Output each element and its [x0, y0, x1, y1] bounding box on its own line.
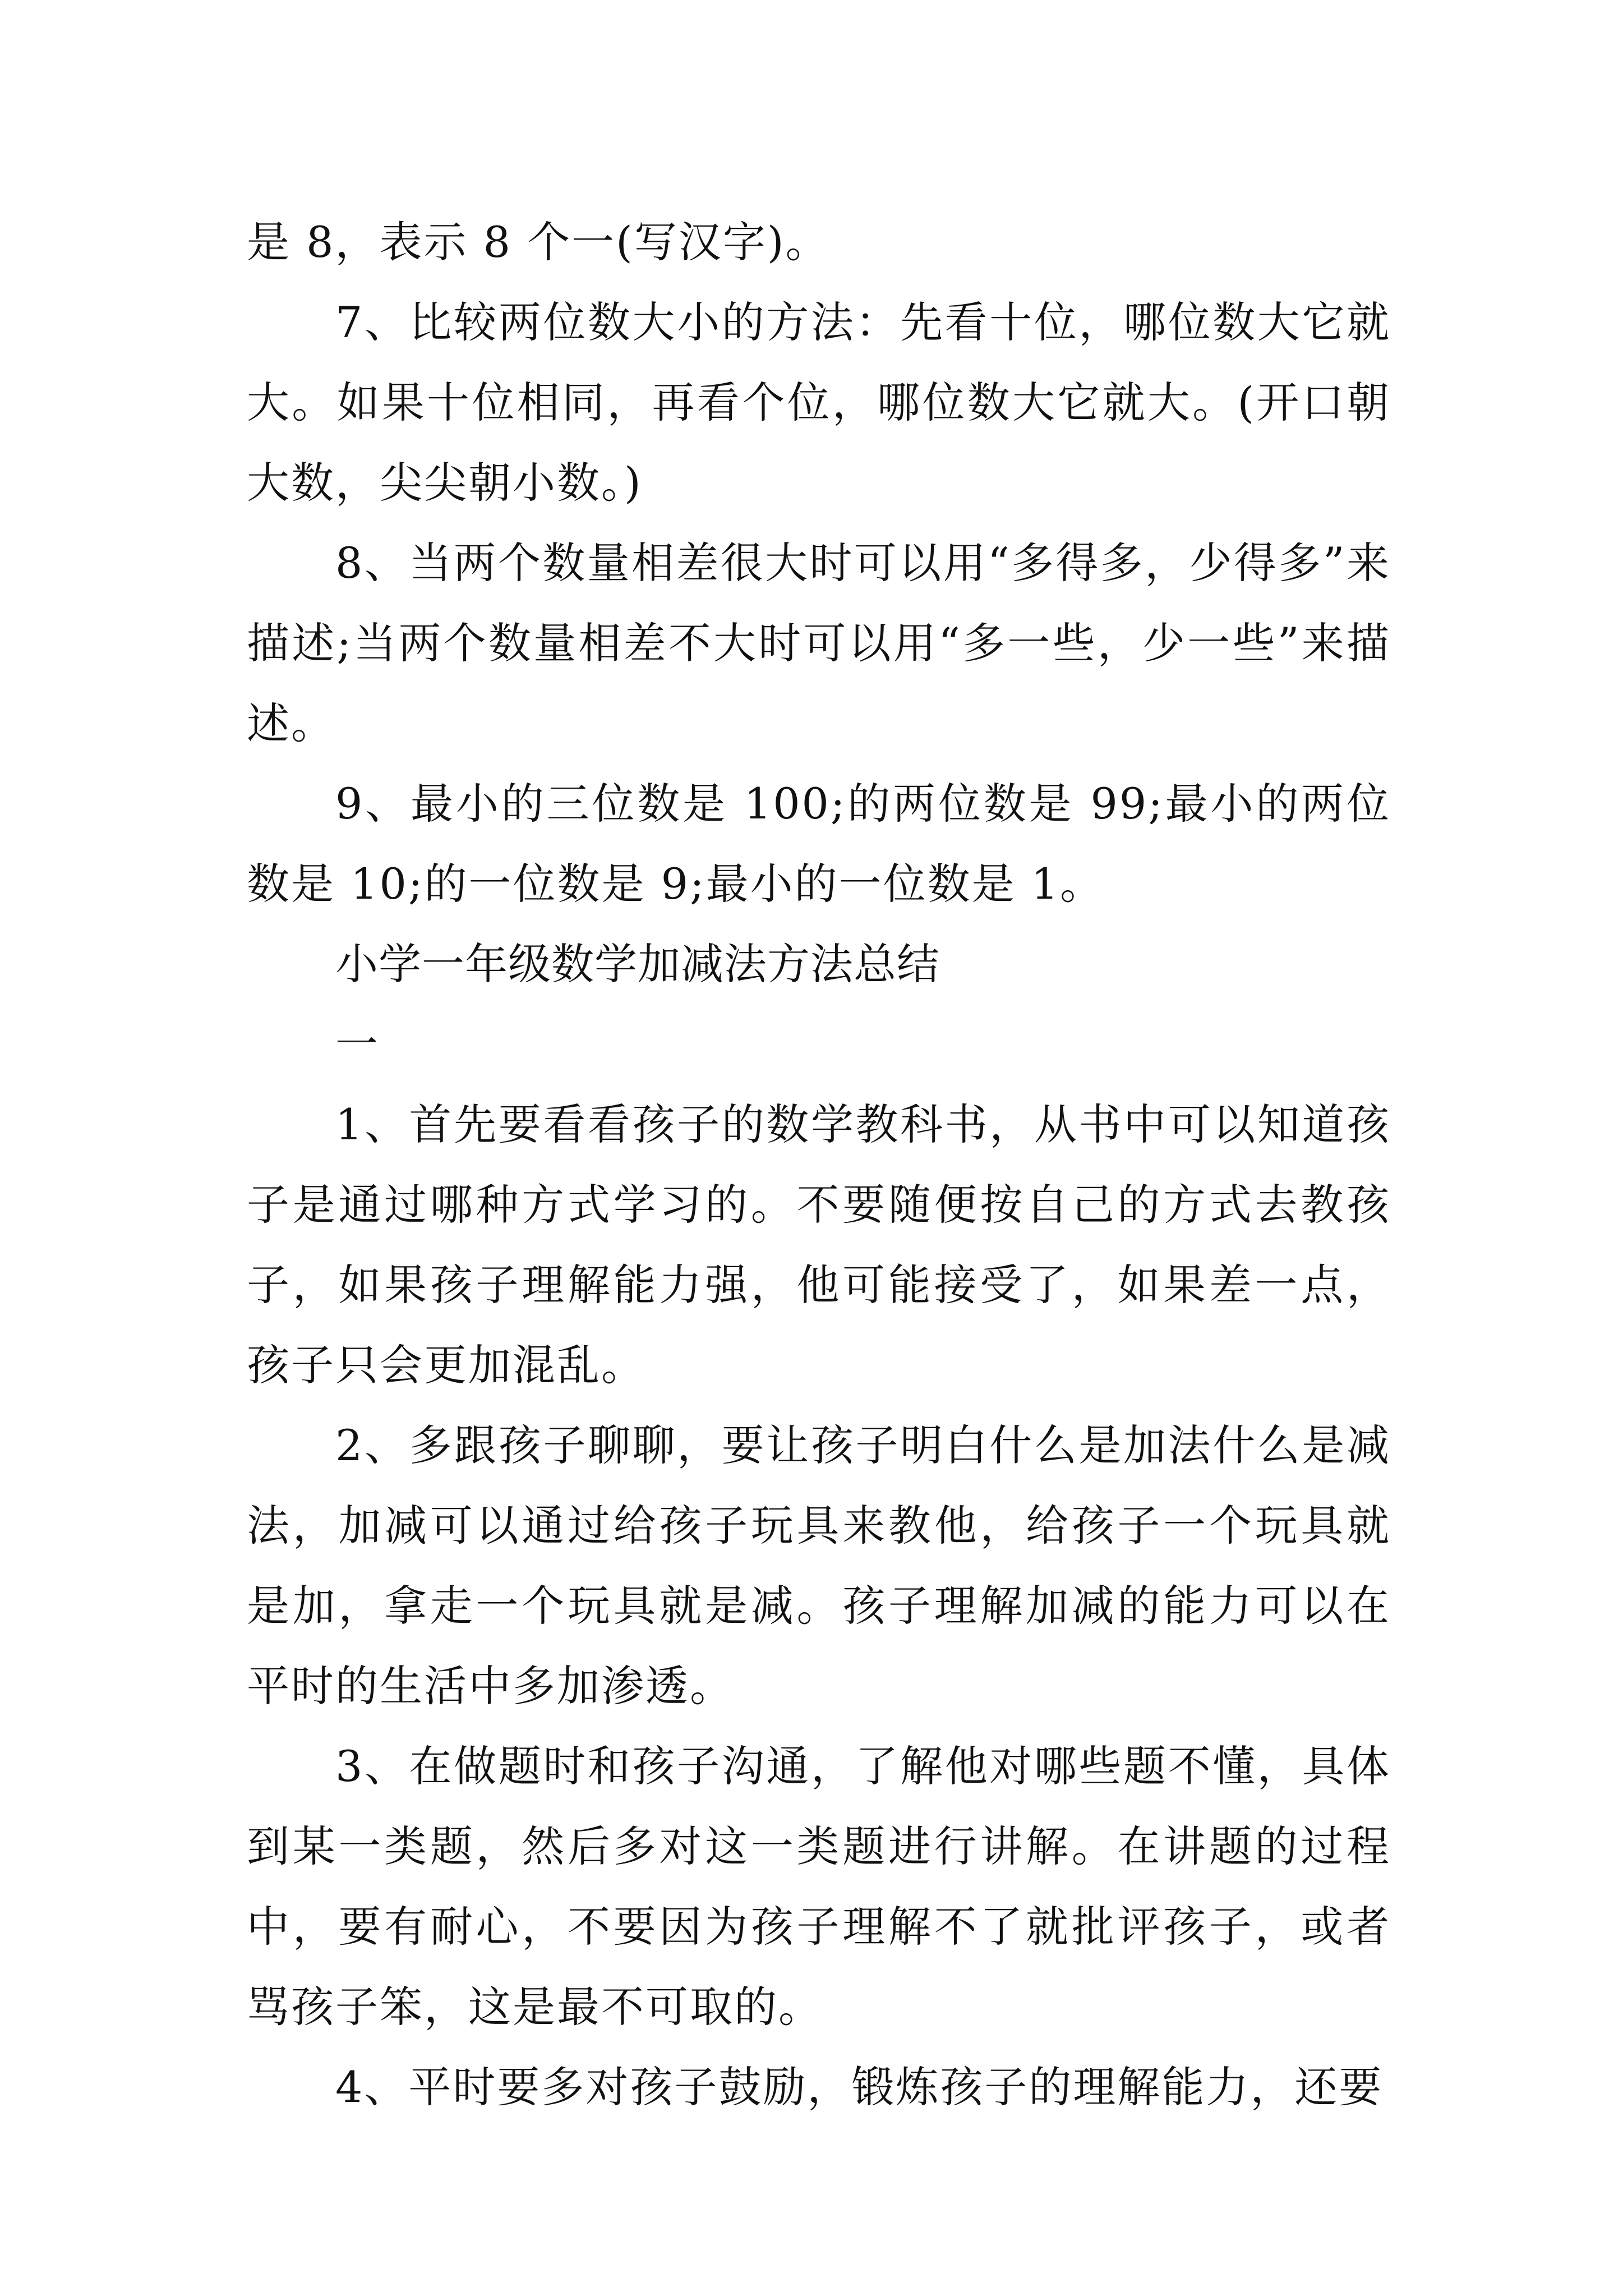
section-title: 小学一年级数学加减法方法总结: [335, 939, 940, 989]
section-paragraph-4: 4、平时要多对孩子鼓励，锻炼孩子的理解能力，还要: [335, 2062, 1384, 2112]
paragraph-item-8: 8、当两个数量相差很大时可以用“多得多，少得多”来描述;当两个数量相差不大时可以用“多一些，少一些”来描述。: [247, 538, 1391, 748]
section-paragraph-2: 2、多跟孩子聊聊，要让孩子明白什么是加法什么是减法，加减可以通过给孩子玩具来教他，给孩子一个玩具就是加，拿走一个玩具就是减。孩子理解加减的能力可以在平时的生活中多加渗透。: [247, 1420, 1391, 1711]
paragraph-item-7: 7、比较两位数大小的方法：先看十位，哪位数大它就大。如果十位相同，再看个位，哪位数大它就大。(开口朝大数，尖尖朝小数。): [247, 297, 1391, 508]
paragraph-continued: 是 8，表示 8 个一(写汉字)。: [247, 217, 830, 267]
section-paragraph-1: 1、首先要看看孩子的数学教科书，从书中可以知道孩子是通过哪种方式学习的。不要随便按自己的方式去教孩子，如果孩子理解能力强，他可能接受了，如果差一点，孩子只会更加混乱。: [247, 1099, 1391, 1390]
section-number: 一: [335, 1019, 379, 1069]
paragraph-item-9: 9、最小的三位数是 100;的两位数是 99;最小的两位数是 10;的一位数是 9;最小的一位数是 1。: [247, 779, 1391, 909]
section-paragraph-3: 3、在做题时和孩子沟通，了解他对哪些题不懂，具体到某一类题，然后多对这一类题进行讲解。在讲题的过程中，要有耐心，不要因为孩子理解不了就批评孩子，或者骂孩子笨，这是最不可取的。: [247, 1741, 1391, 2032]
document-body: [247, 202, 1391, 2127]
